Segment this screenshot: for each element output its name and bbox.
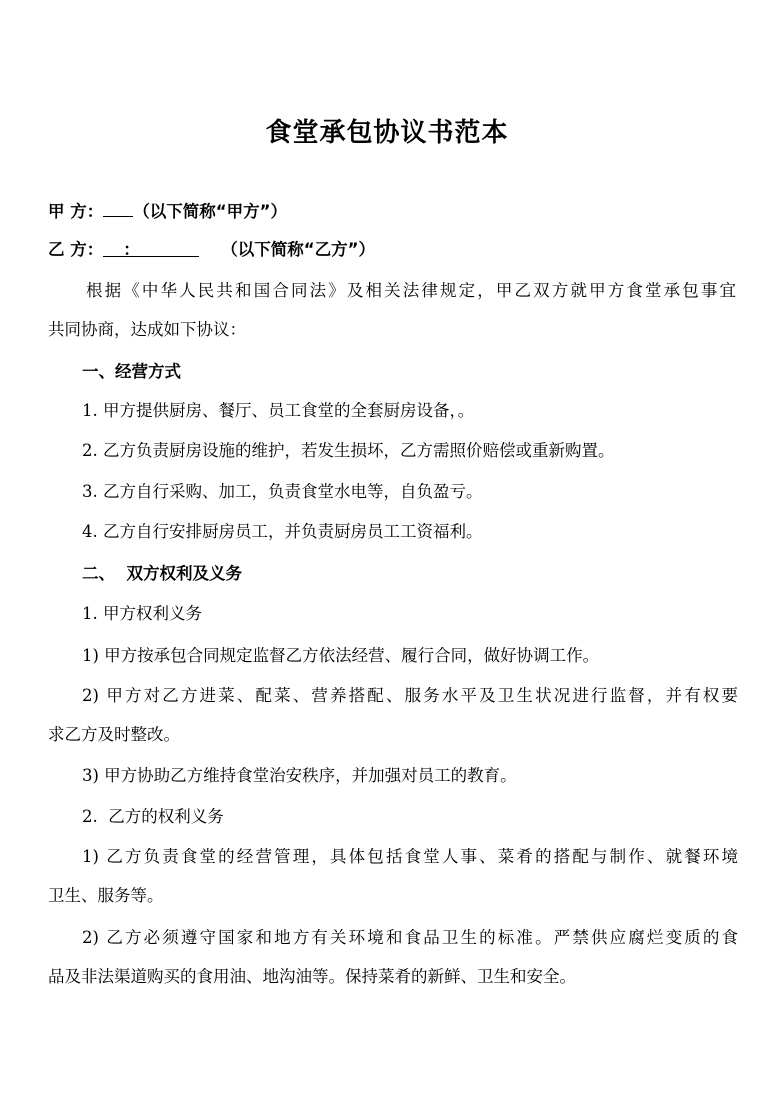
party-a-blank [103, 198, 133, 217]
section-2-b-item-2-line-2: 品及非法渠道购买的食用油、地沟油等。保持菜肴的新鲜、卫生和安全。 [48, 967, 576, 986]
intro-line-2: 共同协商，达成如下协议： [48, 320, 246, 339]
section-2-a-title: 1. 甲方权利义务 [82, 604, 202, 623]
section-1-item-1: 1. 甲方提供厨房、餐厅、员工食堂的全套厨房设备，。 [82, 401, 475, 420]
section-2-a-item-2-line-2: 求乙方及时整改。 [48, 725, 180, 744]
section-2-b-item-1-line-1: 1) 乙方负责食堂的经营管理，具体包括食堂人事、菜肴的搭配与制作、就餐环境 [82, 847, 738, 866]
section-2-b-item-1-line-2: 卫生、服务等。 [48, 886, 164, 905]
party-b-suffix: （以下简称“乙方”） [221, 240, 375, 259]
party-a-suffix: （以下简称“甲方”） [133, 202, 287, 221]
section-2-b-item-2-line-1: 2) 乙方必须遵守国家和地方有关环境和食品卫生的标准。严禁供应腐烂变质的食 [82, 928, 738, 947]
party-b-blank [103, 238, 199, 257]
section-1-heading: 一、经营方式 [82, 362, 181, 381]
party-b-label: 乙 方： [48, 240, 104, 259]
section-2-a-item-1: 1) 甲方按承包合同规定监督乙方依法经营、履行合同，做好协调工作。 [82, 646, 600, 665]
section-1-item-2: 2. 乙方负责厨房设施的维护，若发生损坏，乙方需照价赔偿或重新购置。 [82, 441, 615, 460]
section-2-a-item-2-line-1: 2) 甲方对乙方进菜、配菜、营养搭配、服务水平及卫生状况进行监督，并有权要 [82, 686, 738, 705]
intro-line-1: 根据《中华人民共和国合同法》及相关法律规定，甲乙双方就甲方食堂承包事宜 [86, 281, 736, 300]
section-1-item-3: 3. 乙方自行采购、加工，负责食堂水电等，自负盈亏。 [82, 482, 483, 501]
party-b-colon: ： [123, 240, 140, 259]
party-a-line [48, 198, 774, 224]
party-b-line [48, 238, 774, 262]
document-title: 食堂承包协议书范本 [265, 118, 509, 148]
section-1-item-4: 4. 乙方自行安排厨房员工，并负责厨房员工工资福利。 [82, 522, 483, 541]
party-a-label: 甲 方： [48, 202, 104, 221]
section-2-b-title: 2. 乙方的权利义务 [82, 807, 224, 826]
section-2-a-item-3: 3) 甲方协助乙方维持食堂治安秩序，并加强对员工的教育。 [82, 766, 517, 785]
section-2-heading: 二、 双方权利及义务 [82, 564, 242, 583]
